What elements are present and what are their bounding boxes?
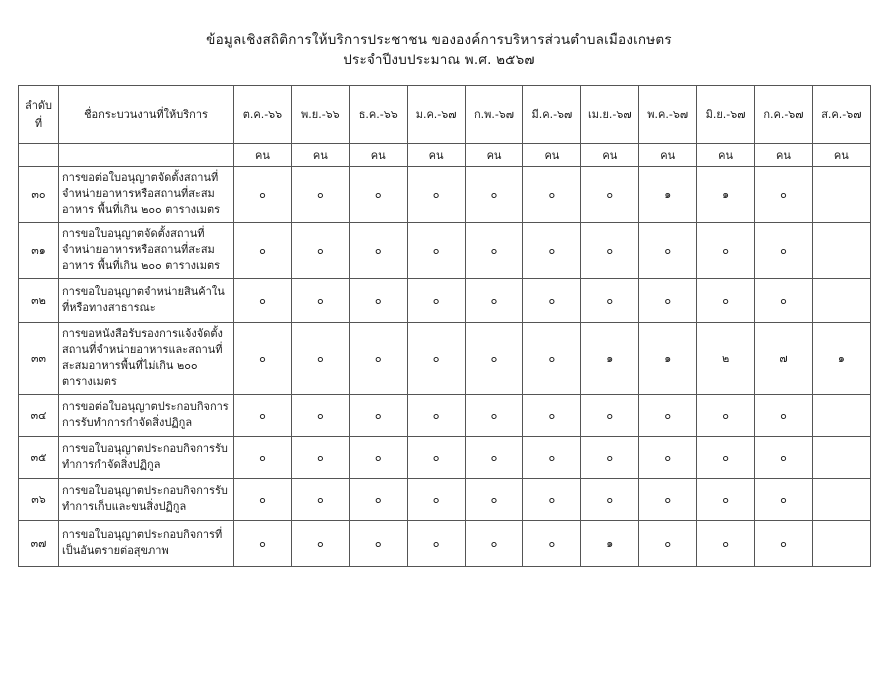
row-number: ๓๖ bbox=[19, 478, 59, 520]
row-value-7: ๐ bbox=[639, 478, 697, 520]
table-head bbox=[19, 85, 871, 166]
row-value-9: ๐ bbox=[755, 222, 813, 278]
row-value-3: ๐ bbox=[407, 520, 465, 566]
row-service-name: การขอหนังสือรับรองการแจ้งจัดตั้งสถานที่จำหน่ายอาหารและสถานที่สะสมอาหารพื้นที่ไม่เกิน ๒๐๐ ตารางเมตร bbox=[59, 322, 234, 394]
row-value-10 bbox=[812, 278, 870, 322]
row-value-6: ๐ bbox=[581, 278, 639, 322]
row-value-2: ๐ bbox=[349, 278, 407, 322]
row-value-9: ๐ bbox=[755, 166, 813, 222]
row-value-1: ๐ bbox=[291, 520, 349, 566]
row-service-name: การขอต่อใบอนุญาตจัดตั้งสถานที่จำหน่ายอาหารหรือสถานที่สะสมอาหาร พื้นที่เกิน ๒๐๐ ตารางเมตร bbox=[59, 166, 234, 222]
row-value-9: ๐ bbox=[755, 394, 813, 436]
row-value-2: ๐ bbox=[349, 166, 407, 222]
row-value-5: ๐ bbox=[523, 322, 581, 394]
row-value-1: ๐ bbox=[291, 278, 349, 322]
statistics-table bbox=[18, 85, 871, 567]
row-value-3: ๐ bbox=[407, 394, 465, 436]
table-row bbox=[19, 222, 871, 278]
row-value-0: ๐ bbox=[234, 478, 292, 520]
row-number: ๓๓ bbox=[19, 322, 59, 394]
column-header-month-0: ต.ค.-๖๖ bbox=[234, 85, 292, 143]
row-value-2: ๐ bbox=[349, 222, 407, 278]
row-value-5: ๐ bbox=[523, 436, 581, 478]
row-value-10 bbox=[812, 436, 870, 478]
row-number: ๓๒ bbox=[19, 278, 59, 322]
unit-cell-0: คน bbox=[234, 143, 292, 166]
row-value-8: ๒ bbox=[697, 322, 755, 394]
row-value-8: ๐ bbox=[697, 278, 755, 322]
row-value-7: ๑ bbox=[639, 322, 697, 394]
row-value-10 bbox=[812, 166, 870, 222]
row-value-6: ๐ bbox=[581, 222, 639, 278]
page-title: ข้อมูลเชิงสถิติการให้บริการประชาชน ขององค์การบริหารส่วนตำบลเมืองเกษตร bbox=[206, 32, 672, 48]
row-value-5: ๐ bbox=[523, 222, 581, 278]
row-value-8: ๐ bbox=[697, 520, 755, 566]
column-header-month-3: ม.ค.-๖๗ bbox=[407, 85, 465, 143]
unit-cell-1: คน bbox=[291, 143, 349, 166]
row-value-0: ๐ bbox=[234, 166, 292, 222]
row-value-2: ๐ bbox=[349, 520, 407, 566]
row-value-8: ๑ bbox=[697, 166, 755, 222]
row-value-5: ๐ bbox=[523, 478, 581, 520]
row-value-9: ๐ bbox=[755, 278, 813, 322]
column-header-month-9: ก.ค.-๖๗ bbox=[755, 85, 813, 143]
row-value-6: ๐ bbox=[581, 436, 639, 478]
row-value-10 bbox=[812, 222, 870, 278]
row-value-4: ๐ bbox=[465, 278, 523, 322]
row-value-0: ๐ bbox=[234, 436, 292, 478]
row-value-10 bbox=[812, 520, 870, 566]
row-value-7: ๐ bbox=[639, 436, 697, 478]
row-value-0: ๐ bbox=[234, 222, 292, 278]
row-number: ๓๕ bbox=[19, 436, 59, 478]
row-value-10 bbox=[812, 394, 870, 436]
row-value-3: ๐ bbox=[407, 166, 465, 222]
table-row bbox=[19, 436, 871, 478]
table-row bbox=[19, 322, 871, 394]
unit-cell-4: คน bbox=[465, 143, 523, 166]
row-value-1: ๐ bbox=[291, 478, 349, 520]
row-value-0: ๐ bbox=[234, 322, 292, 394]
row-value-4: ๐ bbox=[465, 166, 523, 222]
column-header-month-6: เม.ย.-๖๗ bbox=[581, 85, 639, 143]
unit-cell-5: คน bbox=[523, 143, 581, 166]
row-value-3: ๐ bbox=[407, 222, 465, 278]
row-value-1: ๐ bbox=[291, 436, 349, 478]
unit-cell-8: คน bbox=[697, 143, 755, 166]
row-value-3: ๐ bbox=[407, 322, 465, 394]
column-header-month-2: ธ.ค.-๖๖ bbox=[349, 85, 407, 143]
row-value-3: ๐ bbox=[407, 278, 465, 322]
row-service-name: การขอใบอนุญาตประกอบกิจการรับทำการกำจัดสิ่งปฏิกูล bbox=[59, 436, 234, 478]
row-number: ๓๗ bbox=[19, 520, 59, 566]
document-header bbox=[0, 0, 878, 71]
column-header-month-8: มิ.ย.-๖๗ bbox=[697, 85, 755, 143]
row-value-2: ๐ bbox=[349, 322, 407, 394]
table-row bbox=[19, 166, 871, 222]
row-number: ๓๔ bbox=[19, 394, 59, 436]
table-row bbox=[19, 278, 871, 322]
unit-cell-10: คน bbox=[812, 143, 870, 166]
row-value-9: ๐ bbox=[755, 436, 813, 478]
row-value-3: ๐ bbox=[407, 478, 465, 520]
row-value-0: ๐ bbox=[234, 520, 292, 566]
row-value-8: ๐ bbox=[697, 222, 755, 278]
row-value-4: ๐ bbox=[465, 394, 523, 436]
row-value-8: ๐ bbox=[697, 478, 755, 520]
column-header-month-1: พ.ย.-๖๖ bbox=[291, 85, 349, 143]
row-value-9: ๐ bbox=[755, 520, 813, 566]
row-service-name: การขอใบอนุญาตประกอบกิจการที่เป็นอันตรายต่อสุขภาพ bbox=[59, 520, 234, 566]
row-value-2: ๐ bbox=[349, 394, 407, 436]
row-value-4: ๐ bbox=[465, 322, 523, 394]
row-value-5: ๐ bbox=[523, 520, 581, 566]
row-value-4: ๐ bbox=[465, 222, 523, 278]
row-value-7: ๑ bbox=[639, 166, 697, 222]
row-value-0: ๐ bbox=[234, 394, 292, 436]
row-value-8: ๐ bbox=[697, 394, 755, 436]
unit-cell-3: คน bbox=[407, 143, 465, 166]
row-value-5: ๐ bbox=[523, 278, 581, 322]
row-value-7: ๐ bbox=[639, 278, 697, 322]
unit-cell-6: คน bbox=[581, 143, 639, 166]
row-value-7: ๐ bbox=[639, 520, 697, 566]
row-value-4: ๐ bbox=[465, 478, 523, 520]
unit-cell-blank-no bbox=[19, 143, 59, 166]
row-service-name: การขอต่อใบอนุญาตประกอบกิจการการรับทำการกำจัดสิ่งปฏิกูล bbox=[59, 394, 234, 436]
row-value-1: ๐ bbox=[291, 322, 349, 394]
column-header-month-4: ก.พ.-๖๗ bbox=[465, 85, 523, 143]
row-number: ๓๑ bbox=[19, 222, 59, 278]
row-value-5: ๐ bbox=[523, 166, 581, 222]
column-header-no: ลำดับที่ bbox=[19, 85, 59, 143]
row-value-5: ๐ bbox=[523, 394, 581, 436]
table-row bbox=[19, 394, 871, 436]
row-value-10: ๑ bbox=[812, 322, 870, 394]
header-row-months bbox=[19, 85, 871, 143]
row-value-7: ๐ bbox=[639, 222, 697, 278]
row-value-9: ๗ bbox=[755, 322, 813, 394]
row-value-6: ๑ bbox=[581, 322, 639, 394]
unit-cell-9: คน bbox=[755, 143, 813, 166]
table-body bbox=[19, 166, 871, 566]
row-value-7: ๐ bbox=[639, 394, 697, 436]
row-value-2: ๐ bbox=[349, 478, 407, 520]
row-value-10 bbox=[812, 478, 870, 520]
page-subtitle: ประจำปีงบประมาณ พ.ศ. ๒๕๖๗ bbox=[343, 52, 535, 69]
header-row-units bbox=[19, 143, 871, 166]
row-value-3: ๐ bbox=[407, 436, 465, 478]
row-value-6: ๑ bbox=[581, 520, 639, 566]
row-service-name: การขอใบอนุญาตประกอบกิจการรับทำการเก็บและขนสิ่งปฏิกูล bbox=[59, 478, 234, 520]
row-value-1: ๐ bbox=[291, 222, 349, 278]
row-value-1: ๐ bbox=[291, 394, 349, 436]
statistics-table-wrapper bbox=[18, 85, 860, 567]
row-value-8: ๐ bbox=[697, 436, 755, 478]
unit-cell-7: คน bbox=[639, 143, 697, 166]
table-row bbox=[19, 520, 871, 566]
row-number: ๓๐ bbox=[19, 166, 59, 222]
row-value-0: ๐ bbox=[234, 278, 292, 322]
row-value-9: ๐ bbox=[755, 478, 813, 520]
row-value-6: ๐ bbox=[581, 478, 639, 520]
row-value-2: ๐ bbox=[349, 436, 407, 478]
row-service-name: การขอใบอนุญาตจัดตั้งสถานที่จำหน่ายอาหารหรือสถานที่สะสมอาหาร พื้นที่เกิน ๒๐๐ ตารางเมตร bbox=[59, 222, 234, 278]
unit-cell-2: คน bbox=[349, 143, 407, 166]
table-row bbox=[19, 478, 871, 520]
row-value-4: ๐ bbox=[465, 436, 523, 478]
column-header-month-7: พ.ค.-๖๗ bbox=[639, 85, 697, 143]
row-value-6: ๐ bbox=[581, 394, 639, 436]
column-header-month-5: มี.ค.-๖๗ bbox=[523, 85, 581, 143]
column-header-service: ชื่อกระบวนงานที่ให้บริการ bbox=[59, 85, 234, 143]
column-header-month-10: ส.ค.-๖๗ bbox=[812, 85, 870, 143]
row-service-name: การขอใบอนุญาตจำหน่ายสินค้าในที่หรือทางสาธารณะ bbox=[59, 278, 234, 322]
unit-cell-blank-service bbox=[59, 143, 234, 166]
row-value-4: ๐ bbox=[465, 520, 523, 566]
row-value-6: ๐ bbox=[581, 166, 639, 222]
row-value-1: ๐ bbox=[291, 166, 349, 222]
